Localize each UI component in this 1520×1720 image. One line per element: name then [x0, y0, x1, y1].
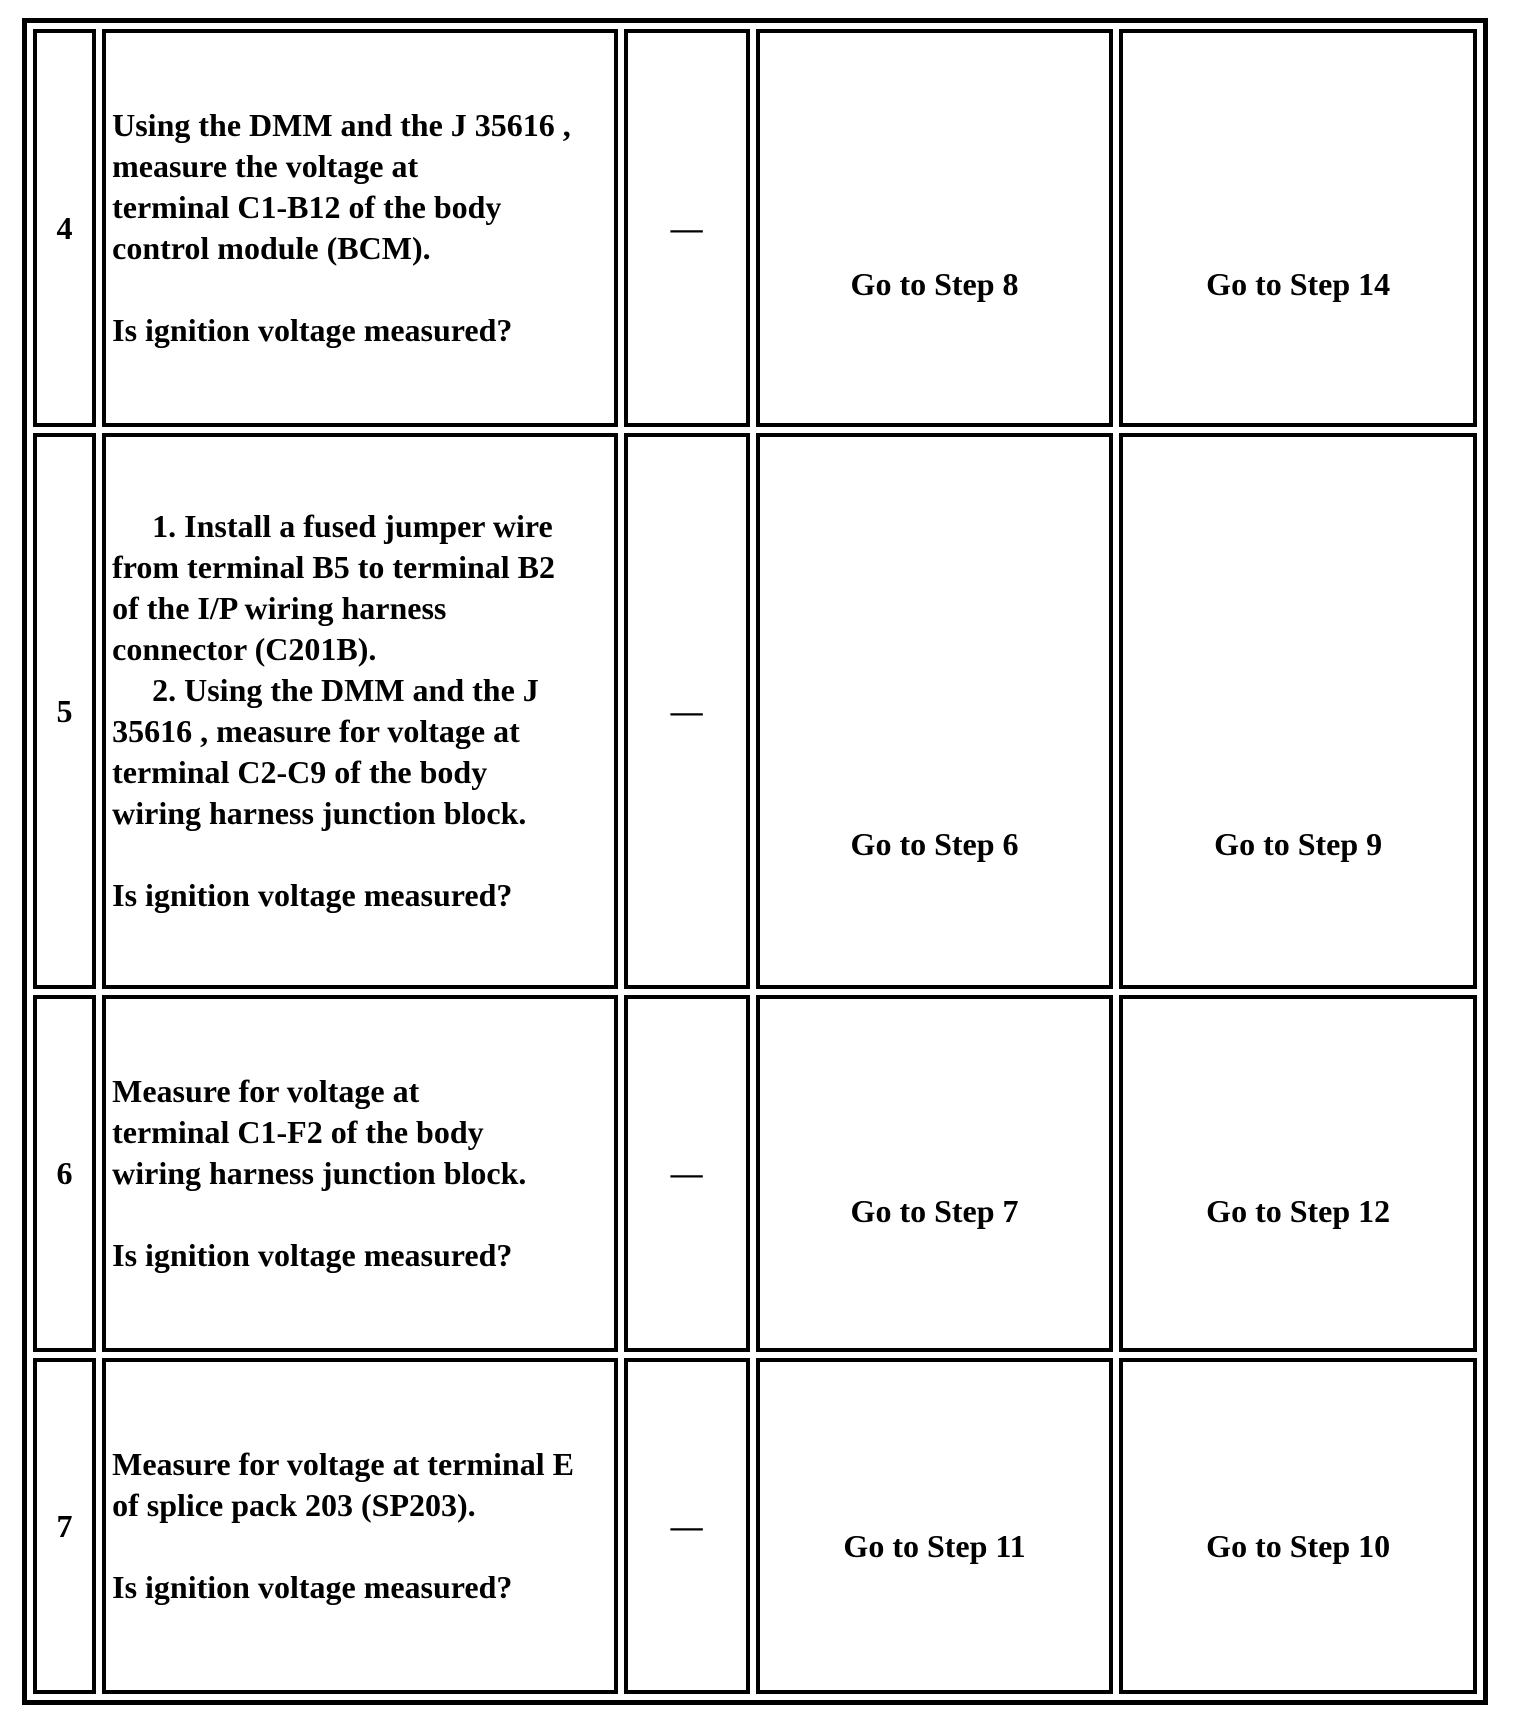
yes-action: Go to Step 7	[850, 1193, 1019, 1229]
action-line: of the I/P wiring harness	[112, 590, 447, 626]
yes-action: Go to Step 11	[843, 1527, 1026, 1564]
action-line: terminal C1-F2 of the body	[112, 1114, 484, 1150]
step-number: 7	[56, 1507, 73, 1544]
action-cell	[102, 433, 617, 989]
diagnostic-table	[22, 18, 1488, 1705]
action-question: Is ignition voltage measured?	[112, 1569, 513, 1605]
step-number-cell	[33, 433, 96, 989]
action-list-item: 2. Using the DMM and the J	[152, 672, 539, 708]
action-line: wiring harness junction block.	[112, 1155, 527, 1191]
action-line: measure the voltage at	[112, 148, 419, 184]
value-cell	[624, 1358, 750, 1694]
step-number: 4	[56, 209, 73, 246]
action-cell	[102, 995, 617, 1352]
no-action: Go to Step 10	[1206, 1527, 1391, 1564]
table-row	[33, 995, 1477, 1352]
value-dash: —	[670, 692, 703, 729]
no-cell	[1119, 1358, 1477, 1694]
yes-cell	[756, 29, 1114, 427]
value-dash: —	[670, 1507, 703, 1544]
value-cell	[624, 995, 750, 1352]
action-cell	[102, 29, 617, 427]
step-number-cell	[33, 995, 96, 1352]
no-action: Go to Step 12	[1206, 1193, 1391, 1229]
action-cell	[102, 1358, 617, 1694]
action-line: wiring harness junction block.	[112, 795, 527, 831]
action-line: connector (C201B).	[112, 631, 377, 667]
yes-action: Go to Step 8	[850, 265, 1019, 302]
value-dash: —	[670, 209, 703, 246]
action-line: 35616 , measure for voltage at	[112, 713, 520, 749]
action-line: terminal C1-B12 of the body	[112, 189, 502, 225]
no-action: Go to Step 9	[1214, 825, 1383, 862]
action-line: Using the DMM and the J 35616 ,	[112, 107, 571, 143]
step-number: 6	[56, 1155, 73, 1191]
action-question: Is ignition voltage measured?	[112, 877, 513, 913]
step-number-cell	[33, 29, 96, 427]
action-line: from terminal B5 to terminal B2	[112, 549, 555, 585]
step-number: 5	[56, 692, 73, 729]
no-action: Go to Step 14	[1206, 265, 1391, 302]
action-line: terminal C2-C9 of the body	[112, 754, 488, 790]
action-line: Measure for voltage at terminal E	[112, 1446, 574, 1482]
step-number-cell	[33, 1358, 96, 1694]
table-row	[33, 1358, 1477, 1694]
no-cell	[1119, 433, 1477, 989]
action-line: of splice pack 203 (SP203).	[112, 1487, 476, 1523]
value-dash: —	[670, 1155, 703, 1191]
yes-cell	[756, 995, 1114, 1352]
no-cell	[1119, 29, 1477, 427]
yes-action: Go to Step 6	[850, 825, 1019, 862]
yes-cell	[756, 433, 1114, 989]
action-line: control module (BCM).	[112, 230, 431, 266]
action-question: Is ignition voltage measured?	[112, 1237, 513, 1273]
table-row	[33, 433, 1477, 989]
action-line: Measure for voltage at	[112, 1073, 420, 1109]
table-row	[33, 29, 1477, 427]
action-list-item: 1. Install a fused jumper wire	[152, 508, 553, 544]
action-question: Is ignition voltage measured?	[112, 312, 513, 348]
yes-cell	[756, 1358, 1114, 1694]
value-cell	[624, 433, 750, 989]
no-cell	[1119, 995, 1477, 1352]
value-cell	[624, 29, 750, 427]
